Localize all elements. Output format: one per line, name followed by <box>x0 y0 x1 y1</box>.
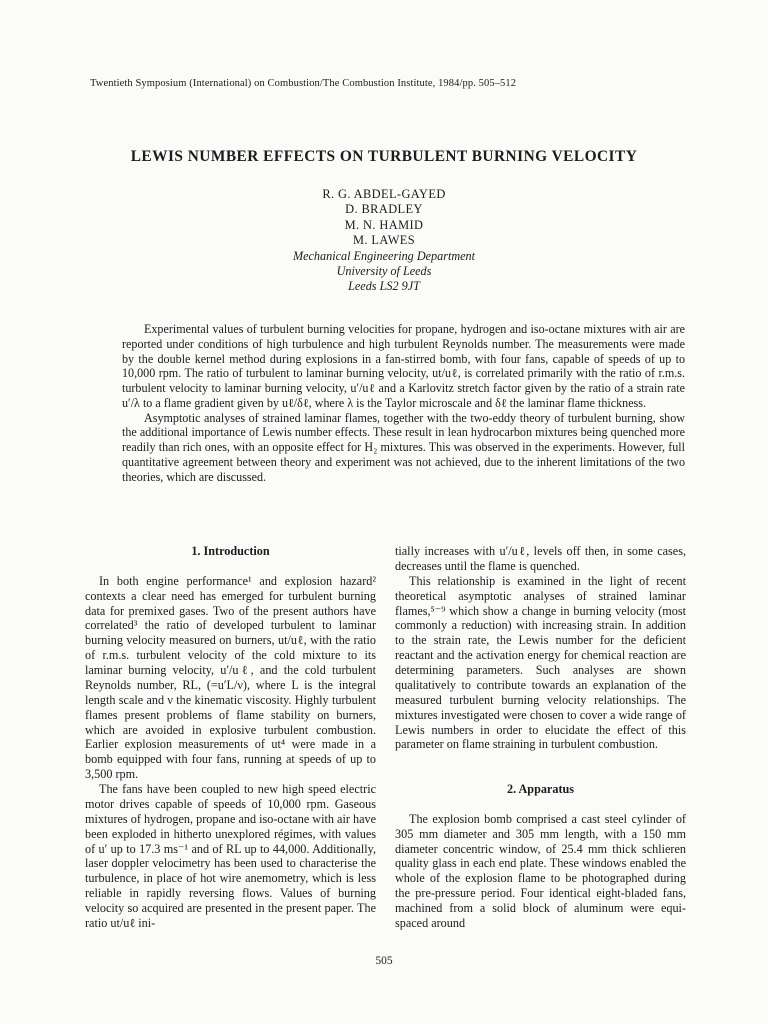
section-heading-apparatus: 2. Apparatus <box>506 782 575 796</box>
body-paragraph: The fans have been coupled to new high speed electric motor drives capable of speeds of 10,000 rpm. Gaseous mixtures of hydrogen, propane and iso-octane with air have been exploded in hitherto unexplored régimes, with values of u′ up to 17.3 ms⁻¹ and of RL up to 44,000. Additionally, laser doppler velocimetry has been used to characterise the turbulence, in place of hot wire anemometry, which is less reliable in rapidly reversing flows. Values of burning velocity so acquired are presented in the present paper. The ratio ut/uℓ ini- <box>85 782 376 930</box>
author-name: M. LAWES <box>352 232 416 247</box>
author-list <box>0 187 768 248</box>
affiliation-address: Leeds LS2 9JT <box>348 278 420 293</box>
affiliation-department: Mechanical Engineering Department <box>292 249 476 263</box>
right-column <box>395 544 686 931</box>
author-name: M. N. HAMID <box>344 217 424 232</box>
left-column <box>85 544 376 931</box>
affiliation <box>0 249 768 294</box>
author-name: D. BRADLEY <box>345 202 423 217</box>
abstract-paragraph: Asymptotic analyses of strained laminar flames, together with the two-eddy theory of turbulent burning, show the additional importance of Lewis number effects. These result in lean hydrocarbon mixtures being quenched more readily than rich ones, with an opposite effect for H₂ mixtures. This was observed in the experiments. However, full quantitative agreement between theory and experiment was not achieved, due to the inherent limitations of the two theories, which are discussed. <box>122 410 685 484</box>
body-paragraph: In both engine performance¹ and explosion hazard² contexts a clear need has emerged for turbulent burning data for premixed gases. Two of the present authors have correlated³ the ratio of developed turbulent to laminar burning velocity measured on burners, ut/uℓ, with the ratio of r.m.s. turbulent velocity of the cold mixture to its laminar burning velocity, u′/uℓ, and the cold turbulent Reynolds number, RL, (=u′L/ν), where L is the integral length scale and ν the kinematic viscosity. Highly turbulent flames present problems of flame stability on burners, which are avoided in explosive turbulent combustion. Earlier explosion measurements of ut⁴ were made in a bomb equipped with four fans, running at speeds of up to 3,500 rpm. <box>85 573 376 782</box>
body-paragraph: The explosion bomb comprised a cast steel cylinder of 305 mm diameter and 305 mm length, with a 150 mm diameter concentric window, of 25.4 mm thick schlieren quality glass in each end plate. These windows enabled the whole of the explosion flame to be photographed during the pre-pressure period. Four identical eight-bladed fans, machined from a solid block of aluminum were equi-spaced around <box>395 811 686 930</box>
body-paragraph: This relationship is examined in the light of recent theoretical asymptotic analyses of strained laminar flames,⁵⁻⁹ which show a change in burning velocity (most commonly a reduction) with increasing strain. In addition to the strain rate, the Lewis number for the deficient reactant and the activation energy for chemical reaction are determining parameters. Such analyses are shown qualitatively to contribute towards an explanation of the measured turbulent burning velocity relationships. The mixtures investigated were chosen to cover a wide range of Lewis numbers in order to elucidate the effect of this parameter on flame straining in turbulent combustion. <box>395 573 686 752</box>
affiliation-university: University of Leeds <box>336 263 432 278</box>
abstract <box>122 322 685 484</box>
page-number: 505 <box>375 955 393 967</box>
section-spacer <box>395 752 686 782</box>
author-name: R. G. ABDEL-GAYED <box>322 187 446 201</box>
abstract-paragraph: Experimental values of turbulent burning velocities for propane, hydrogen and iso-octane mixtures with air are reported under conditions of high turbulence and high turbulent Reynolds number. The measurements were made by the double kernel method during explosions in a fan-stirred bomb, with four fans, capable of speeds of up to 10,000 rpm. The ratio of turbulent to laminar burning velocity, ut/uℓ, is correlated primarily with the ratio of r.m.s. turbulent velocity to laminar burning velocity, u′/uℓ and a Karlovitz stretch factor given by the ratio of a strain rate u′/λ to a flame gradient given by uℓ/δℓ, where λ is the Taylor microscale and δℓ the laminar flame thickness. <box>122 322 685 410</box>
section-heading-introduction: 1. Introduction <box>191 544 270 558</box>
running-head: Twentieth Symposium (International) on Combustion/The Combustion Institute, 1984/pp. 505–512 <box>90 78 517 89</box>
body-paragraph-continuation: tially increases with u′/uℓ, levels off then, in some cases, decreases until the flame is quenched. <box>395 544 686 573</box>
paper-title: LEWIS NUMBER EFFECTS ON TURBULENT BURNING VELOCITY <box>130 148 638 165</box>
